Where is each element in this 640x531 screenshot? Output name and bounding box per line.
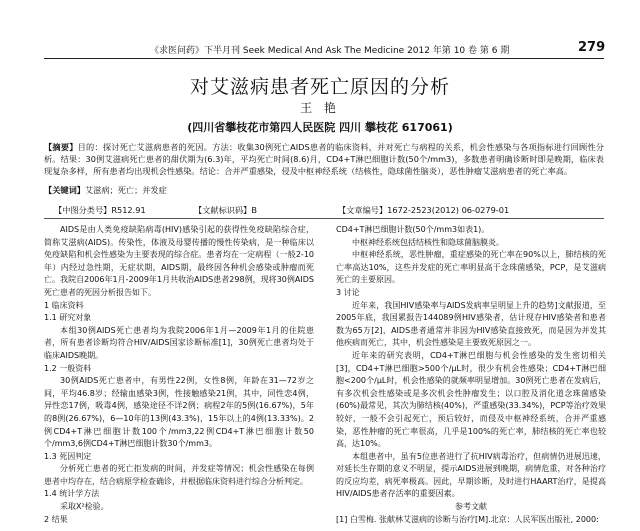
section-heading: 1 临床资料 — [44, 300, 84, 310]
section-heading: 1.4 统计学方法 — [44, 489, 100, 499]
abstract-label: 【摘要】 — [44, 142, 78, 152]
abstract — [44, 141, 604, 178]
page-number: 279 — [578, 40, 606, 55]
body-paragraph: 中枢神经系统，恶性肿瘤，重症感染的死亡率在90%以上，肺结核的死亡率高达10%，这些并发症的死亡率明显高于念珠菌感染，PCP，是艾滋病死亡的主要原因。 — [336, 250, 606, 285]
document-code: 【文献标识码】B — [194, 205, 257, 215]
body-paragraph: CD4+T淋巴细胞计数(50个/mm3如表1)。 — [336, 225, 490, 234]
abstract-text: 目的：探讨死亡艾滋病患者的死因。方法：收集30例死亡AIDS患者的临床资料，并对死亡与病程的关系，机会性感染与各项指标进行回顾性分析。结果：30例艾滋病死亡患者的甜伏期为(6.3)年，平均死亡时间(8.6)月，CD4+T淋巴细胞计数(50个/mm3)，多数患者明确诊断时即是晚期，临床表现复杂多样，所有患者均出现机会性感染。结论：合并严重感染，侵及中枢神经系统（结核性，隐球菌性脑炎），恶性肿瘤艾滋病患者的死亡率高。 — [44, 142, 604, 177]
section-heading: 1.3 死因判定 — [44, 451, 92, 461]
keywords-text: 艾滋病；死亡；并发症 — [84, 185, 167, 195]
section-heading: 3 讨论 — [336, 287, 360, 297]
body-paragraph: 本组30例AIDS死亡患者均为我院2006年1月—2009年1月的住院患者，所有患者诊断均符合HIV/AIDS国家诊断标准[1]，30例死亡患者均处于临床AIDS晚期。 — [44, 325, 314, 360]
running-header — [0, 0, 640, 62]
section-heading: 1.2 一般资料 — [44, 363, 92, 373]
left-column — [44, 224, 314, 526]
header-rule — [44, 58, 604, 59]
body-paragraph: 30例AIDS死亡患者中，有男性22例，女性8例，年龄在31—72岁之间，平均46.8岁；经输血感染3例，性接触感染21例，其中，同性恋4例，异性恋17例，吸毒4例，感染途径不详2例；病程2年的5例(16.67%)，5年的8例(26.67%)，6—10年的13例(43.3%)，15年以上的4例(13.33%)。2例CD4+T淋巴细胞计数100个/mm3,22例CD4+T淋巴细胞计数50个/mm3,6例CD4+T淋巴细胞计数30个/mm3。 — [44, 376, 314, 449]
body-paragraph: 近年来，我国HIV感染率与AIDS发病率呈明显上升的趋势]文献报道，至2005年底，我国累报告144089例HIV感染者，估计现存HIV感染者和患者数为65万[2]，AIDS患者通常并非因为HIV感染直接致死，而是因为并发其他疾病而死亡，其中，机会性感染是主要致死原因之一。 — [336, 300, 606, 348]
article-identifiers — [44, 205, 604, 217]
right-column — [336, 224, 606, 526]
section-heading: 1.1 研究对象 — [44, 313, 92, 323]
article-title: 对艾滋病患者死亡原因的分析 — [189, 76, 450, 98]
section-heading: 2 结果 — [44, 514, 68, 524]
body-paragraph: 近年来的研究表明，CD4+T淋巴细胞与机会性感染的发生密切相关[3]，CD4+T淋巴细胞>500个/μL时，很少有机会性感染；CD4+T淋巴细胞<200个/μL时，机会性感染的就频率明显增加。30例死亡患者在发病后，有多次机会性感染或是多次机会性肿瘤发生；以口腔及消化道念珠菌感染(60%)最常见，其次为肺结核(40%)，严重感染(33.34%)，PCP等治疗效果较好，一般不会引起死亡，预后较好，而侵及中枢神经系统，合并严重感染，恶性肿瘤的死亡率很高，几乎是100%的死亡率，肺结核的死亡率也较高，达10%。 — [336, 350, 606, 449]
keywords — [44, 185, 604, 196]
author-name: 王 艳 — [300, 101, 340, 115]
body-paragraph: 中枢神经系统包括结核性和隐球菌脑膜炎。 — [352, 237, 504, 247]
clc-number: 【中图分类号】R512.91 — [54, 205, 146, 215]
body-paragraph: 分析死亡患者的死亡拒发病的时间，并发症等情况；机会性感染在每例患者中均存在，结合病原学检查确诊，并根据临床资料进行综合分析判定。 — [44, 464, 314, 486]
identifier-rule — [44, 218, 604, 219]
body-paragraph: AIDS是由人类免疫缺陷病毒(HIV)感染引起的获得性免疫缺陷综合症，简称艾滋病(AIDS)。传染性，体液及母婴传播的慢性传染病，是一种临床以免疫缺陷和机会性感染为主要表现的综合症。患者均在一定病程（一般2-10年）内经过急性期，无症状期，AIDS期，最终因各种机会感染或肿瘤而死亡。我院自2006年1月-2009年1月共收治AIDS患者298例，现将30例AIDS死亡患者的死因分析报告如下。 — [44, 225, 314, 297]
body-paragraph: [1] 白雪梅. 张献林艾滋病的诊断与治疗[M].北京：人民军医出版社, 2000: — [336, 514, 599, 524]
author-affiliation: (四川省攀枝花市第四人民医院 四川 攀枝花 617061) — [187, 121, 453, 134]
keywords-label: 【关键词】 — [44, 185, 85, 195]
article-number: 【文章编号】1672-2523(2012) 06-0279-01 — [338, 205, 510, 215]
journal-header: 《求医问药》下半月刊 Seek Medical And Ask The Medicine 2012 年第 10 卷 第 6 期 — [150, 46, 510, 56]
body-paragraph: 本组患者中，虽有5位患者进行了抗HIV病毒治疗，但病情仍进展迅速，对延长生存期的意义不明显，提示AIDS进展到晚期，病情危重，对各种治疗的反应均差，病死率极高。因此，早期诊断，及时进行HAART治疗，是提高HIV/AIDS患者存活率的重要因素。 — [336, 451, 606, 499]
references-heading: 参考文献 — [455, 502, 487, 512]
body-paragraph: 采取X²检验。 — [60, 502, 109, 512]
